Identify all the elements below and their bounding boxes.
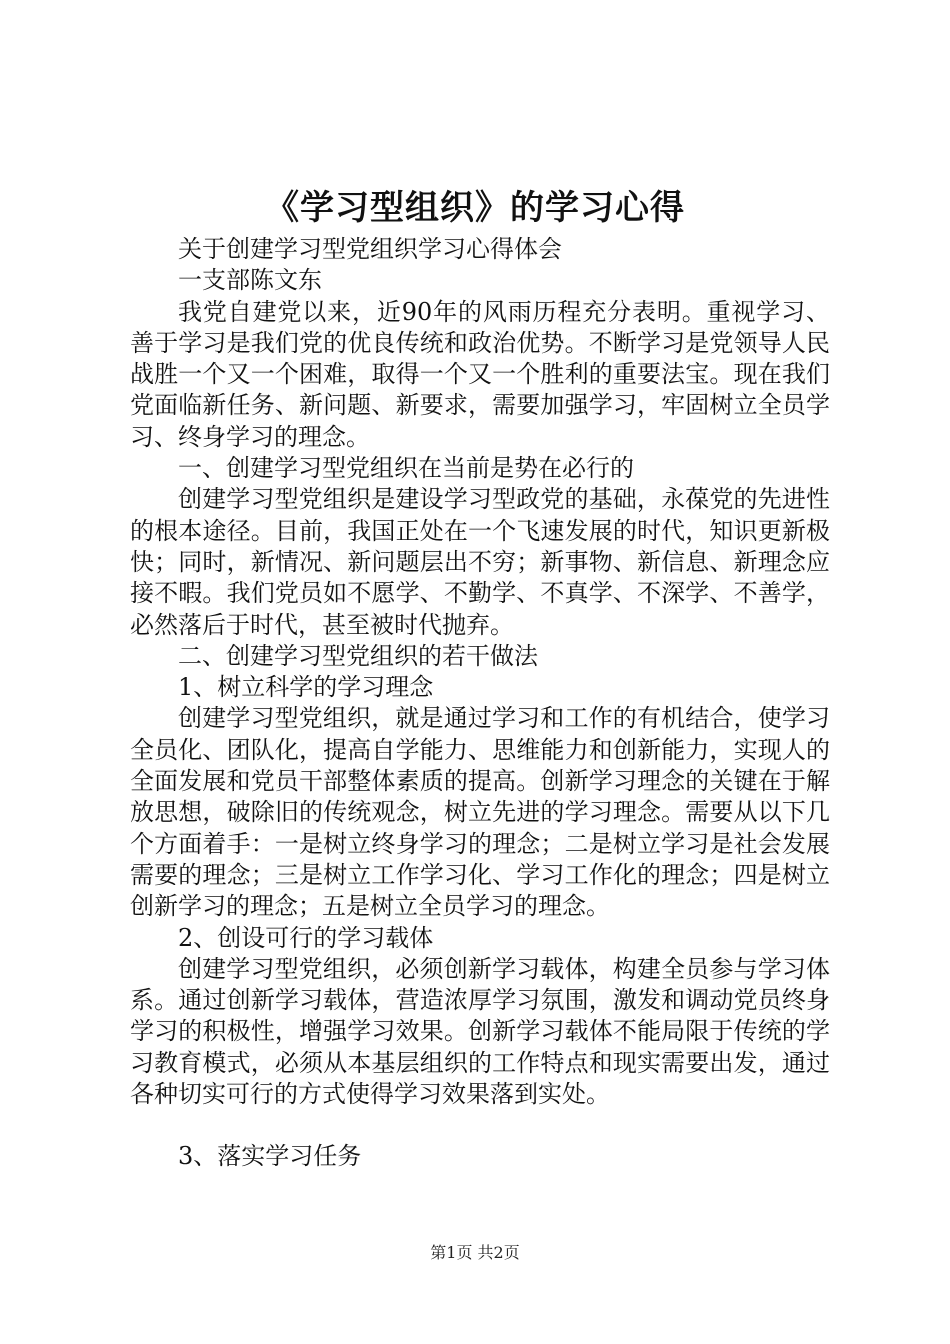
paragraph-subsection-2: 创建学习型党组织，必须创新学习载体，构建全员参与学习体系。通过创新学习载体，营造浓厚学习氛围，激发和调动党员终身学习的积极性，增强学习效果。创新学习载体不能局限于传统的学习教育模式，必须从本基层组织的工作特点和现实需要出发，通过各种切实可行的方式使得学习效果落到实处。 xyxy=(130,954,830,1109)
subsection-heading-3: 3、落实学习任务 xyxy=(178,1142,362,1171)
paragraph-author: 一支部陈文东 xyxy=(178,266,322,295)
paragraph-section-1: 创建学习型党组织是建设学习型政党的基础，永葆党的先进性的根本途径。目前，我国正处在一个飞速发展的时代，知识更新极快；同时，新情况、新问题层出不穷；新事物、新信息、新理念应接不暇。我们党员如不愿学、不勤学、不真学、不深学、不善学，必然落后于时代，甚至被时代抛弃。 xyxy=(130,485,830,639)
page-footer: 第1页 共2页 xyxy=(430,1243,520,1262)
paragraph-subtitle: 关于创建学习型党组织学习心得体会 xyxy=(178,235,562,263)
section-heading-1: 一、创建学习型党组织在当前是势在必行的 xyxy=(178,454,634,483)
subsection-heading-1: 1、树立科学的学习理念 xyxy=(178,673,434,702)
paragraph-intro: 我党自建党以来，近90年的风雨历程充分表明。重视学习、善于学习是我们党的优良传统和政治优势。不断学习是党领导人民战胜一个又一个困难，取得一个又一个胜利的重要法宝。现在我们党面临新任务、新问题、新要求，需要加强学习，牢固树立全员学习、终身学习的理念。 xyxy=(130,297,830,451)
section-heading-2: 二、创建学习型党组织的若干做法 xyxy=(178,641,538,670)
document-title: 《学习型组织》的学习心得 xyxy=(265,188,685,228)
document-body xyxy=(130,234,830,1173)
subsection-heading-2: 2、创设可行的学习载体 xyxy=(178,923,434,952)
paragraph-subsection-1: 创建学习型党组织，就是通过学习和工作的有机结合，使学习全员化、团队化，提高自学能力、思维能力和创新能力，实现人的全面发展和党员干部整体素质的提高。创新学习理念的关键在于解放思想，破除旧的传统观念，树立先进的学习理念。需要从以下几个方面着手：一是树立终身学习的理念；二是树立学习是社会发展需要的理念；三是树立工作学习化、学习工作化的理念；四是树立创新学习的理念；五是树立全员学习的理念。 xyxy=(130,704,830,921)
